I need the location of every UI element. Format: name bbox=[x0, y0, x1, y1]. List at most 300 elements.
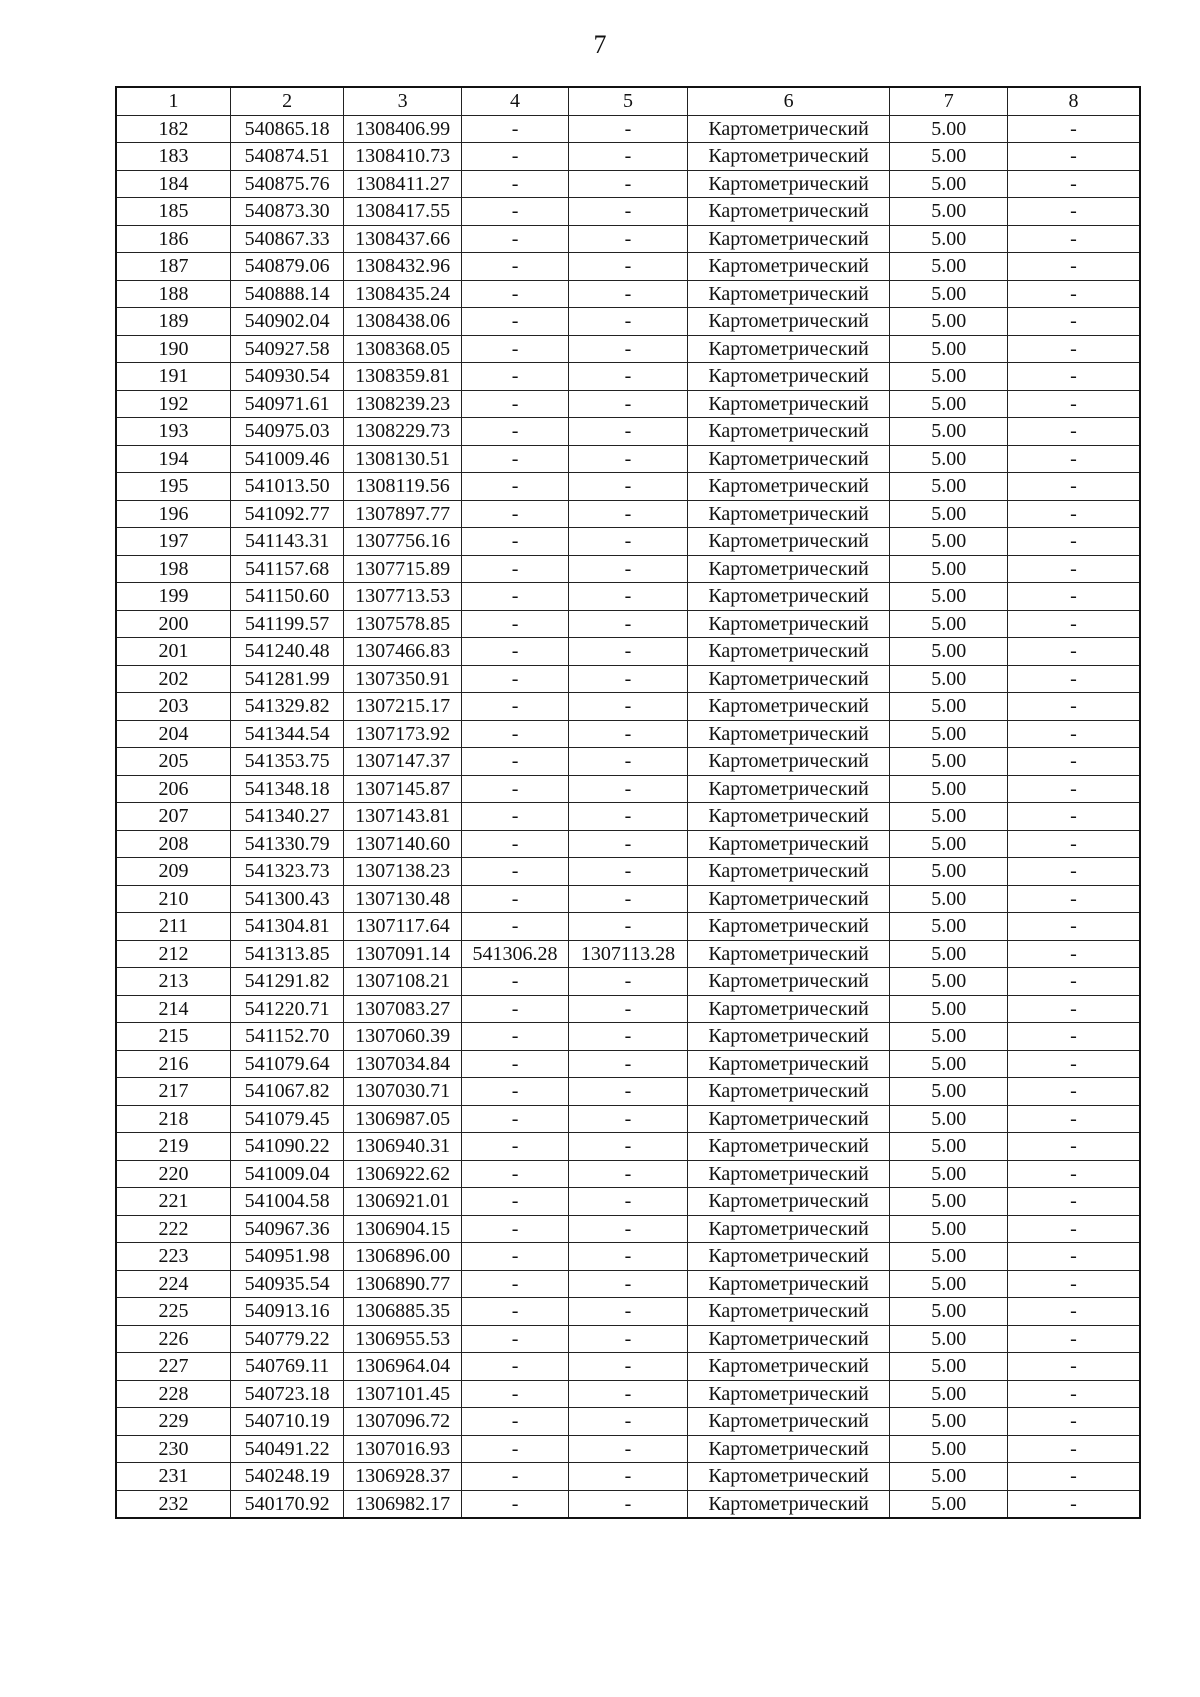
accuracy-cell: 5.00 bbox=[890, 1325, 1007, 1353]
column-header: 2 bbox=[230, 87, 343, 115]
point-number-cell: 190 bbox=[116, 335, 230, 363]
method-cell: Картометрический bbox=[687, 528, 890, 556]
method-cell: Картометрический bbox=[687, 445, 890, 473]
y-old-cell: - bbox=[569, 968, 687, 996]
y-coordinate-cell: 1307096.72 bbox=[344, 1408, 461, 1436]
description-cell: - bbox=[1007, 1490, 1140, 1518]
method-cell: Картометрический bbox=[687, 1270, 890, 1298]
x-coordinate-cell: 541291.82 bbox=[230, 968, 343, 996]
point-number-cell: 199 bbox=[116, 583, 230, 611]
x-coordinate-cell: 540935.54 bbox=[230, 1270, 343, 1298]
y-coordinate-cell: 1307083.27 bbox=[344, 995, 461, 1023]
y-old-cell: - bbox=[569, 363, 687, 391]
accuracy-cell: 5.00 bbox=[890, 500, 1007, 528]
coordinates-table bbox=[115, 86, 1141, 1519]
table-row bbox=[116, 1023, 1140, 1051]
x-coordinate-cell: 541009.04 bbox=[230, 1160, 343, 1188]
y-coordinate-cell: 1308229.73 bbox=[344, 418, 461, 446]
x-old-cell: - bbox=[461, 115, 568, 143]
method-cell: Картометрический bbox=[687, 1215, 890, 1243]
method-cell: Картометрический bbox=[687, 693, 890, 721]
description-cell: - bbox=[1007, 418, 1140, 446]
table-row bbox=[116, 1270, 1140, 1298]
description-cell: - bbox=[1007, 995, 1140, 1023]
x-coordinate-cell: 541304.81 bbox=[230, 913, 343, 941]
point-number-cell: 209 bbox=[116, 858, 230, 886]
method-cell: Картометрический bbox=[687, 1105, 890, 1133]
y-coordinate-cell: 1307034.84 bbox=[344, 1050, 461, 1078]
point-number-cell: 182 bbox=[116, 115, 230, 143]
x-old-cell: - bbox=[461, 913, 568, 941]
y-coordinate-cell: 1307108.21 bbox=[344, 968, 461, 996]
point-number-cell: 211 bbox=[116, 913, 230, 941]
point-number-cell: 189 bbox=[116, 308, 230, 336]
x-coordinate-cell: 541348.18 bbox=[230, 775, 343, 803]
x-old-cell: - bbox=[461, 1215, 568, 1243]
accuracy-cell: 5.00 bbox=[890, 1270, 1007, 1298]
y-old-cell: - bbox=[569, 1435, 687, 1463]
x-coordinate-cell: 541092.77 bbox=[230, 500, 343, 528]
x-old-cell: - bbox=[461, 198, 568, 226]
y-coordinate-cell: 1308359.81 bbox=[344, 363, 461, 391]
method-cell: Картометрический bbox=[687, 720, 890, 748]
accuracy-cell: 5.00 bbox=[890, 775, 1007, 803]
y-coordinate-cell: 1307060.39 bbox=[344, 1023, 461, 1051]
method-cell: Картометрический bbox=[687, 198, 890, 226]
page-number: 7 bbox=[593, 30, 607, 59]
x-old-cell: - bbox=[461, 390, 568, 418]
x-coordinate-cell: 541152.70 bbox=[230, 1023, 343, 1051]
description-cell: - bbox=[1007, 583, 1140, 611]
description-cell: - bbox=[1007, 390, 1140, 418]
x-old-cell: - bbox=[461, 445, 568, 473]
point-number-cell: 217 bbox=[116, 1078, 230, 1106]
method-cell: Картометрический bbox=[687, 583, 890, 611]
table-row bbox=[116, 1105, 1140, 1133]
description-cell: - bbox=[1007, 1463, 1140, 1491]
y-coordinate-cell: 1308239.23 bbox=[344, 390, 461, 418]
point-number-cell: 215 bbox=[116, 1023, 230, 1051]
table-row bbox=[116, 583, 1140, 611]
table-row bbox=[116, 968, 1140, 996]
x-old-cell: - bbox=[461, 1353, 568, 1381]
y-coordinate-cell: 1307350.91 bbox=[344, 665, 461, 693]
y-old-cell: - bbox=[569, 858, 687, 886]
method-cell: Картометрический bbox=[687, 1408, 890, 1436]
accuracy-cell: 5.00 bbox=[890, 1408, 1007, 1436]
point-number-cell: 201 bbox=[116, 638, 230, 666]
y-coordinate-cell: 1307130.48 bbox=[344, 885, 461, 913]
x-coordinate-cell: 541344.54 bbox=[230, 720, 343, 748]
y-old-cell: - bbox=[569, 1023, 687, 1051]
accuracy-cell: 5.00 bbox=[890, 665, 1007, 693]
table-row bbox=[116, 610, 1140, 638]
accuracy-cell: 5.00 bbox=[890, 858, 1007, 886]
method-cell: Картометрический bbox=[687, 280, 890, 308]
x-old-cell: - bbox=[461, 1023, 568, 1051]
description-cell: - bbox=[1007, 665, 1140, 693]
description-cell: - bbox=[1007, 885, 1140, 913]
table-row bbox=[116, 748, 1140, 776]
point-number-cell: 206 bbox=[116, 775, 230, 803]
description-cell: - bbox=[1007, 968, 1140, 996]
accuracy-cell: 5.00 bbox=[890, 308, 1007, 336]
y-old-cell: - bbox=[569, 583, 687, 611]
method-cell: Картометрический bbox=[687, 1078, 890, 1106]
y-old-cell: - bbox=[569, 253, 687, 281]
y-coordinate-cell: 1308432.96 bbox=[344, 253, 461, 281]
accuracy-cell: 5.00 bbox=[890, 170, 1007, 198]
point-number-cell: 205 bbox=[116, 748, 230, 776]
y-coordinate-cell: 1307756.16 bbox=[344, 528, 461, 556]
table-row bbox=[116, 308, 1140, 336]
table-row bbox=[116, 115, 1140, 143]
x-old-cell: - bbox=[461, 693, 568, 721]
x-coordinate-cell: 540248.19 bbox=[230, 1463, 343, 1491]
point-number-cell: 194 bbox=[116, 445, 230, 473]
table-header-row bbox=[116, 87, 1140, 115]
accuracy-cell: 5.00 bbox=[890, 968, 1007, 996]
y-coordinate-cell: 1306922.62 bbox=[344, 1160, 461, 1188]
method-cell: Картометрический bbox=[687, 858, 890, 886]
accuracy-cell: 5.00 bbox=[890, 1490, 1007, 1518]
y-coordinate-cell: 1308119.56 bbox=[344, 473, 461, 501]
point-number-cell: 213 bbox=[116, 968, 230, 996]
y-old-cell: - bbox=[569, 1215, 687, 1243]
point-number-cell: 228 bbox=[116, 1380, 230, 1408]
column-header: 1 bbox=[116, 87, 230, 115]
y-old-cell: - bbox=[569, 885, 687, 913]
method-cell: Картометрический bbox=[687, 1133, 890, 1161]
x-old-cell: - bbox=[461, 308, 568, 336]
accuracy-cell: 5.00 bbox=[890, 693, 1007, 721]
method-cell: Картометрический bbox=[687, 1435, 890, 1463]
x-coordinate-cell: 540491.22 bbox=[230, 1435, 343, 1463]
table-row bbox=[116, 885, 1140, 913]
y-old-cell: - bbox=[569, 693, 687, 721]
x-coordinate-cell: 541199.57 bbox=[230, 610, 343, 638]
y-old-cell: - bbox=[569, 830, 687, 858]
y-old-cell: - bbox=[569, 1325, 687, 1353]
table-row bbox=[116, 995, 1140, 1023]
table-row bbox=[116, 1160, 1140, 1188]
accuracy-cell: 5.00 bbox=[890, 1380, 1007, 1408]
table-row bbox=[116, 1133, 1140, 1161]
description-cell: - bbox=[1007, 308, 1140, 336]
point-number-cell: 185 bbox=[116, 198, 230, 226]
y-coordinate-cell: 1306955.53 bbox=[344, 1325, 461, 1353]
x-coordinate-cell: 541300.43 bbox=[230, 885, 343, 913]
x-coordinate-cell: 541067.82 bbox=[230, 1078, 343, 1106]
x-old-cell: - bbox=[461, 775, 568, 803]
description-cell: - bbox=[1007, 253, 1140, 281]
method-cell: Картометрический bbox=[687, 335, 890, 363]
y-coordinate-cell: 1306904.15 bbox=[344, 1215, 461, 1243]
x-coordinate-cell: 540967.36 bbox=[230, 1215, 343, 1243]
point-number-cell: 227 bbox=[116, 1353, 230, 1381]
x-coordinate-cell: 541079.45 bbox=[230, 1105, 343, 1133]
y-coordinate-cell: 1308410.73 bbox=[344, 143, 461, 171]
accuracy-cell: 5.00 bbox=[890, 473, 1007, 501]
x-old-cell: - bbox=[461, 555, 568, 583]
y-coordinate-cell: 1307466.83 bbox=[344, 638, 461, 666]
accuracy-cell: 5.00 bbox=[890, 1050, 1007, 1078]
y-old-cell: - bbox=[569, 225, 687, 253]
table-row bbox=[116, 775, 1140, 803]
table-row bbox=[116, 198, 1140, 226]
description-cell: - bbox=[1007, 225, 1140, 253]
description-cell: - bbox=[1007, 170, 1140, 198]
y-old-cell: 1307113.28 bbox=[569, 940, 687, 968]
column-header: 5 bbox=[569, 87, 687, 115]
method-cell: Картометрический bbox=[687, 418, 890, 446]
y-coordinate-cell: 1306885.35 bbox=[344, 1298, 461, 1326]
description-cell: - bbox=[1007, 335, 1140, 363]
accuracy-cell: 5.00 bbox=[890, 583, 1007, 611]
y-old-cell: - bbox=[569, 1188, 687, 1216]
description-cell: - bbox=[1007, 913, 1140, 941]
point-number-cell: 193 bbox=[116, 418, 230, 446]
point-number-cell: 188 bbox=[116, 280, 230, 308]
method-cell: Картометрический bbox=[687, 1463, 890, 1491]
accuracy-cell: 5.00 bbox=[890, 198, 1007, 226]
table-row bbox=[116, 1243, 1140, 1271]
y-old-cell: - bbox=[569, 473, 687, 501]
table-row bbox=[116, 1408, 1140, 1436]
x-old-cell: - bbox=[461, 1298, 568, 1326]
table-row bbox=[116, 445, 1140, 473]
x-old-cell: - bbox=[461, 583, 568, 611]
point-number-cell: 207 bbox=[116, 803, 230, 831]
method-cell: Картометрический bbox=[687, 775, 890, 803]
y-coordinate-cell: 1307715.89 bbox=[344, 555, 461, 583]
x-old-cell: - bbox=[461, 1188, 568, 1216]
x-old-cell: - bbox=[461, 473, 568, 501]
accuracy-cell: 5.00 bbox=[890, 720, 1007, 748]
point-number-cell: 195 bbox=[116, 473, 230, 501]
y-old-cell: - bbox=[569, 748, 687, 776]
method-cell: Картометрический bbox=[687, 500, 890, 528]
y-coordinate-cell: 1307143.81 bbox=[344, 803, 461, 831]
description-cell: - bbox=[1007, 555, 1140, 583]
point-number-cell: 229 bbox=[116, 1408, 230, 1436]
column-header: 8 bbox=[1007, 87, 1140, 115]
y-old-cell: - bbox=[569, 1353, 687, 1381]
table-row bbox=[116, 335, 1140, 363]
method-cell: Картометрический bbox=[687, 1160, 890, 1188]
description-cell: - bbox=[1007, 1435, 1140, 1463]
x-coordinate-cell: 541150.60 bbox=[230, 583, 343, 611]
method-cell: Картометрический bbox=[687, 1325, 890, 1353]
description-cell: - bbox=[1007, 1215, 1140, 1243]
table-row bbox=[116, 858, 1140, 886]
accuracy-cell: 5.00 bbox=[890, 803, 1007, 831]
accuracy-cell: 5.00 bbox=[890, 748, 1007, 776]
description-cell: - bbox=[1007, 940, 1140, 968]
table-row bbox=[116, 638, 1140, 666]
description-cell: - bbox=[1007, 1188, 1140, 1216]
table-row bbox=[116, 803, 1140, 831]
x-old-cell: - bbox=[461, 885, 568, 913]
x-old-cell: - bbox=[461, 253, 568, 281]
y-old-cell: - bbox=[569, 198, 687, 226]
description-cell: - bbox=[1007, 1050, 1140, 1078]
description-cell: - bbox=[1007, 1160, 1140, 1188]
table-row bbox=[116, 280, 1140, 308]
y-coordinate-cell: 1308411.27 bbox=[344, 170, 461, 198]
method-cell: Картометрический bbox=[687, 473, 890, 501]
method-cell: Картометрический bbox=[687, 913, 890, 941]
accuracy-cell: 5.00 bbox=[890, 390, 1007, 418]
description-cell: - bbox=[1007, 803, 1140, 831]
method-cell: Картометрический bbox=[687, 995, 890, 1023]
y-old-cell: - bbox=[569, 1298, 687, 1326]
accuracy-cell: 5.00 bbox=[890, 1188, 1007, 1216]
description-cell: - bbox=[1007, 198, 1140, 226]
y-coordinate-cell: 1308368.05 bbox=[344, 335, 461, 363]
x-old-cell: - bbox=[461, 1380, 568, 1408]
point-number-cell: 210 bbox=[116, 885, 230, 913]
accuracy-cell: 5.00 bbox=[890, 1133, 1007, 1161]
method-cell: Картометрический bbox=[687, 830, 890, 858]
point-number-cell: 197 bbox=[116, 528, 230, 556]
point-number-cell: 198 bbox=[116, 555, 230, 583]
description-cell: - bbox=[1007, 280, 1140, 308]
accuracy-cell: 5.00 bbox=[890, 1243, 1007, 1271]
method-cell: Картометрический bbox=[687, 610, 890, 638]
x-coordinate-cell: 540867.33 bbox=[230, 225, 343, 253]
x-coordinate-cell: 541220.71 bbox=[230, 995, 343, 1023]
x-old-cell: 541306.28 bbox=[461, 940, 568, 968]
y-coordinate-cell: 1306890.77 bbox=[344, 1270, 461, 1298]
accuracy-cell: 5.00 bbox=[890, 363, 1007, 391]
accuracy-cell: 5.00 bbox=[890, 445, 1007, 473]
method-cell: Картометрический bbox=[687, 308, 890, 336]
y-old-cell: - bbox=[569, 390, 687, 418]
y-old-cell: - bbox=[569, 638, 687, 666]
x-old-cell: - bbox=[461, 1243, 568, 1271]
description-cell: - bbox=[1007, 1023, 1140, 1051]
x-old-cell: - bbox=[461, 638, 568, 666]
y-old-cell: - bbox=[569, 555, 687, 583]
y-coordinate-cell: 1308437.66 bbox=[344, 225, 461, 253]
method-cell: Картометрический bbox=[687, 1050, 890, 1078]
x-coordinate-cell: 540710.19 bbox=[230, 1408, 343, 1436]
point-number-cell: 216 bbox=[116, 1050, 230, 1078]
point-number-cell: 191 bbox=[116, 363, 230, 391]
y-old-cell: - bbox=[569, 115, 687, 143]
y-coordinate-cell: 1306964.04 bbox=[344, 1353, 461, 1381]
x-coordinate-cell: 540873.30 bbox=[230, 198, 343, 226]
table-row bbox=[116, 1435, 1140, 1463]
x-coordinate-cell: 540874.51 bbox=[230, 143, 343, 171]
table-row bbox=[116, 1325, 1140, 1353]
point-number-cell: 204 bbox=[116, 720, 230, 748]
description-cell: - bbox=[1007, 775, 1140, 803]
point-number-cell: 183 bbox=[116, 143, 230, 171]
y-old-cell: - bbox=[569, 308, 687, 336]
y-old-cell: - bbox=[569, 1490, 687, 1518]
accuracy-cell: 5.00 bbox=[890, 335, 1007, 363]
accuracy-cell: 5.00 bbox=[890, 830, 1007, 858]
x-old-cell: - bbox=[461, 143, 568, 171]
x-old-cell: - bbox=[461, 1408, 568, 1436]
x-old-cell: - bbox=[461, 1160, 568, 1188]
method-cell: Картометрический bbox=[687, 1490, 890, 1518]
point-number-cell: 192 bbox=[116, 390, 230, 418]
method-cell: Картометрический bbox=[687, 143, 890, 171]
method-cell: Картометрический bbox=[687, 225, 890, 253]
method-cell: Картометрический bbox=[687, 170, 890, 198]
y-coordinate-cell: 1307140.60 bbox=[344, 830, 461, 858]
table-row bbox=[116, 1298, 1140, 1326]
description-cell: - bbox=[1007, 638, 1140, 666]
table-row bbox=[116, 1490, 1140, 1518]
accuracy-cell: 5.00 bbox=[890, 1435, 1007, 1463]
x-coordinate-cell: 541004.58 bbox=[230, 1188, 343, 1216]
y-old-cell: - bbox=[569, 500, 687, 528]
x-coordinate-cell: 541313.85 bbox=[230, 940, 343, 968]
y-old-cell: - bbox=[569, 995, 687, 1023]
y-old-cell: - bbox=[569, 445, 687, 473]
table-row bbox=[116, 693, 1140, 721]
y-coordinate-cell: 1307897.77 bbox=[344, 500, 461, 528]
table-row bbox=[116, 225, 1140, 253]
table-row bbox=[116, 1050, 1140, 1078]
y-old-cell: - bbox=[569, 1270, 687, 1298]
accuracy-cell: 5.00 bbox=[890, 280, 1007, 308]
x-old-cell: - bbox=[461, 280, 568, 308]
x-old-cell: - bbox=[461, 803, 568, 831]
y-coordinate-cell: 1308438.06 bbox=[344, 308, 461, 336]
y-coordinate-cell: 1308406.99 bbox=[344, 115, 461, 143]
x-coordinate-cell: 540930.54 bbox=[230, 363, 343, 391]
method-cell: Картометрический bbox=[687, 803, 890, 831]
x-coordinate-cell: 540879.06 bbox=[230, 253, 343, 281]
x-old-cell: - bbox=[461, 1050, 568, 1078]
x-coordinate-cell: 540975.03 bbox=[230, 418, 343, 446]
x-old-cell: - bbox=[461, 225, 568, 253]
description-cell: - bbox=[1007, 363, 1140, 391]
method-cell: Картометрический bbox=[687, 885, 890, 913]
accuracy-cell: 5.00 bbox=[890, 995, 1007, 1023]
table-row bbox=[116, 1215, 1140, 1243]
point-number-cell: 186 bbox=[116, 225, 230, 253]
x-old-cell: - bbox=[461, 1078, 568, 1106]
description-cell: - bbox=[1007, 115, 1140, 143]
x-old-cell: - bbox=[461, 1105, 568, 1133]
x-coordinate-cell: 540769.11 bbox=[230, 1353, 343, 1381]
table-row bbox=[116, 1463, 1140, 1491]
method-cell: Картометрический bbox=[687, 665, 890, 693]
accuracy-cell: 5.00 bbox=[890, 1023, 1007, 1051]
x-coordinate-cell: 540927.58 bbox=[230, 335, 343, 363]
point-number-cell: 232 bbox=[116, 1490, 230, 1518]
y-coordinate-cell: 1308435.24 bbox=[344, 280, 461, 308]
table-row bbox=[116, 913, 1140, 941]
description-cell: - bbox=[1007, 693, 1140, 721]
y-old-cell: - bbox=[569, 1380, 687, 1408]
accuracy-cell: 5.00 bbox=[890, 418, 1007, 446]
method-cell: Картометрический bbox=[687, 555, 890, 583]
y-coordinate-cell: 1307030.71 bbox=[344, 1078, 461, 1106]
description-cell: - bbox=[1007, 445, 1140, 473]
x-old-cell: - bbox=[461, 1463, 568, 1491]
y-coordinate-cell: 1307091.14 bbox=[344, 940, 461, 968]
table-row bbox=[116, 1188, 1140, 1216]
x-coordinate-cell: 541353.75 bbox=[230, 748, 343, 776]
accuracy-cell: 5.00 bbox=[890, 143, 1007, 171]
